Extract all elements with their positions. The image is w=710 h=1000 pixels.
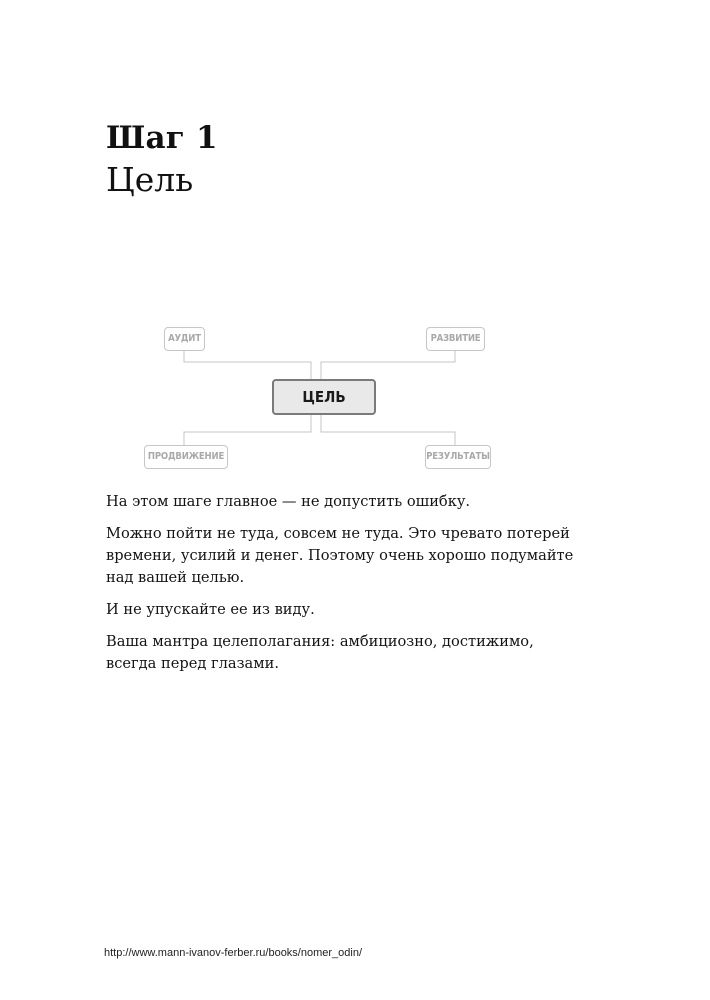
step-label: Шаг 1 xyxy=(106,120,218,156)
paragraph: И не упускайте ее из виду. xyxy=(106,601,315,618)
connector-results xyxy=(321,415,455,445)
paragraph: На этом шаге главное — не допустить ошибку. xyxy=(106,493,471,510)
footer-url: http://www.mann-ivanov-ferber.ru/books/nomer_odin/ xyxy=(104,947,363,959)
diagram-node-audit: АУДИТ xyxy=(164,327,205,351)
goal-diagram xyxy=(140,322,500,474)
diagram-node-results: РЕЗУЛЬТАТЫ xyxy=(425,445,491,469)
connector-development xyxy=(321,351,455,379)
body-text xyxy=(106,491,586,685)
diagram-node-goal: ЦЕЛЬ xyxy=(272,379,376,415)
diagram-node-development: РАЗВИТИЕ xyxy=(426,327,485,351)
diagram-node-promotion: ПРОДВИЖЕНИЕ xyxy=(144,445,228,469)
connector-promotion xyxy=(184,415,311,445)
paragraph: Ваша мантра целеполагания: амбициозно, достижимо, всегда перед глазами. xyxy=(106,633,534,672)
chapter-heading xyxy=(106,118,218,202)
step-title: Цель xyxy=(106,160,194,199)
connector-audit xyxy=(184,351,311,379)
paragraph: Можно пойти не туда, совсем не туда. Это чревато потерей времени, усилий и денег. Поэтому очень хорошо подумайте над вашей целью. xyxy=(106,525,574,586)
